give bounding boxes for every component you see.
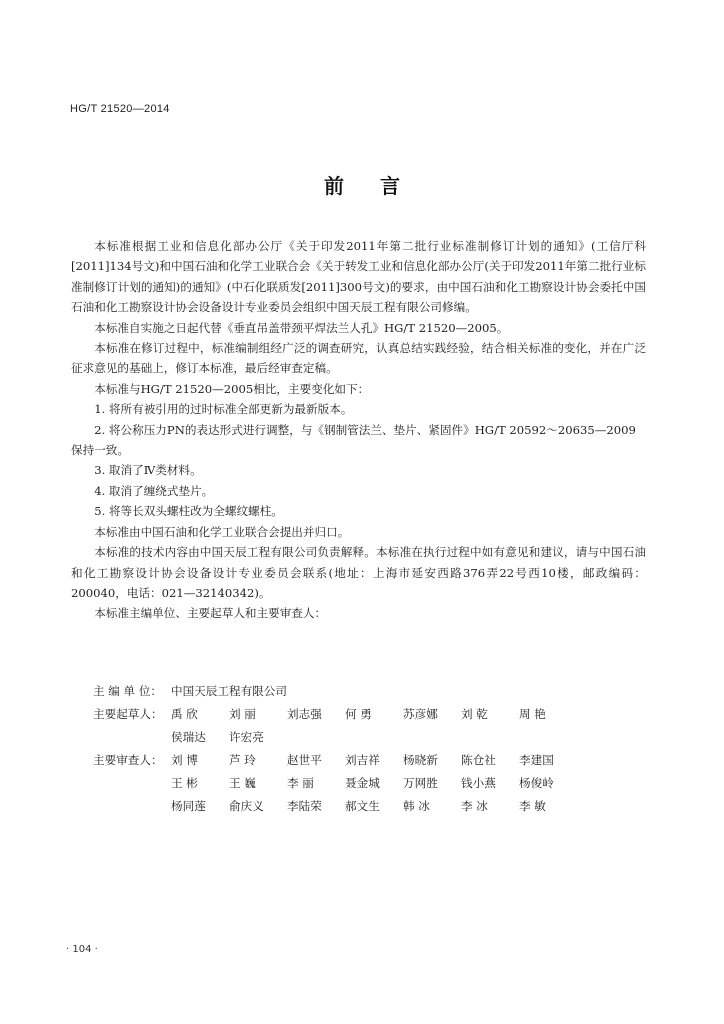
reviewer-name: 钱小燕 bbox=[461, 776, 496, 790]
paragraph-replaces: 本标准自实施之日起代替《垂直吊盖带颈平焊法兰人孔》HG/T 21520—2005。 bbox=[94, 320, 509, 335]
reviewer-name: 聂金城 bbox=[345, 776, 380, 790]
reviewer-name: 王 彬 bbox=[171, 776, 198, 790]
reviewer-name: 王 巍 bbox=[229, 776, 256, 790]
editor-unit: 中国天辰工程有限公司 bbox=[171, 684, 287, 698]
reviewer-name: 陈仓社 bbox=[461, 753, 496, 767]
reviewer-name: 刘 博 bbox=[171, 753, 198, 767]
paragraph-changes-intro: 本标准与HG/T 21520—2005相比，主要变化如下： bbox=[94, 381, 370, 396]
change-item-1: 1. 将所有被引用的过时标准全部更新为最新版本。 bbox=[94, 402, 353, 417]
drafters-label: 主要起草人： bbox=[93, 707, 163, 721]
paragraph-staff-intro: 本标准主编单位、主要起草人和主要审查人： bbox=[94, 606, 327, 621]
drafter-name: 侯瑞达 bbox=[171, 730, 206, 744]
change-item-5: 5. 将等长双头螺柱改为全螺纹螺柱。 bbox=[94, 504, 283, 519]
drafter-name: 许宏亮 bbox=[229, 730, 264, 744]
drafter-name: 禹 欣 bbox=[171, 707, 198, 721]
reviewer-name: 郝文生 bbox=[345, 799, 380, 813]
drafter-name: 刘 丽 bbox=[229, 707, 256, 721]
reviewer-name: 万网胜 bbox=[403, 776, 438, 790]
reviewer-name: 李陆荣 bbox=[287, 799, 322, 813]
reviewers-row-3 bbox=[93, 795, 653, 818]
reviewers-row bbox=[93, 749, 653, 772]
drafter-name: 刘志强 bbox=[287, 707, 322, 721]
paragraph-basis: 本标准根据工业和信息化部办公厅《关于印发2011年第二批行业标准制修订计划的通知》(工信厅科[2011]134号文)和中国石油和化学工业联合会《关于转发工业和信息化部办公厅(关于印发2011年第二批行业标准制修订计划的通知)的通知》(中石化联质发[2011]300号文)的要求，由中国石油和化工勘察设计协会委托中国石油和化工勘察设计协会设备设计专业委员会组织中国天辰工程有限公司修编。 bbox=[71, 239, 646, 315]
drafter-name: 苏彦娜 bbox=[403, 707, 438, 721]
reviewer-name: 李 敏 bbox=[519, 799, 546, 813]
reviewer-name: 刘吉祥 bbox=[345, 753, 380, 767]
reviewer-name: 芦 玲 bbox=[229, 753, 256, 767]
drafter-name: 何 勇 bbox=[345, 707, 372, 721]
editor-unit-label: 主 编 单 位： bbox=[93, 684, 163, 698]
reviewer-name: 赵世平 bbox=[287, 753, 322, 767]
reviewers-row-2 bbox=[93, 772, 653, 795]
page-number: · 104 · bbox=[66, 944, 98, 955]
staff-list bbox=[93, 680, 653, 818]
drafters-row bbox=[93, 703, 653, 726]
reviewer-name: 杨俊岭 bbox=[519, 776, 554, 790]
paragraph-proposer: 本标准由中国石油和化学工业联合会提出并归口。 bbox=[94, 524, 350, 539]
drafters-row-2 bbox=[93, 726, 653, 749]
change-item-2: 2. 将公称压力PN的表达形式进行调整，与《钢制管法兰、垫片、紧固件》HG/T 20592～20635—2009保持一致。 bbox=[71, 422, 636, 458]
reviewers-label: 主要审查人： bbox=[93, 753, 163, 767]
paragraph-revision-process: 本标准在修订过程中，标准编制组经广泛的调查研究，认真总结实践经验，结合相关标准的变化，并在广泛征求意见的基础上，修订本标准，最后经审查定稿。 bbox=[71, 341, 646, 376]
drafter-name: 周 艳 bbox=[519, 707, 546, 721]
change-item-3: 3. 取消了Ⅳ类材料。 bbox=[94, 463, 202, 478]
change-item-4: 4. 取消了缠绕式垫片。 bbox=[94, 483, 214, 498]
reviewer-name: 李 丽 bbox=[287, 776, 314, 790]
reviewer-name: 李 冰 bbox=[461, 799, 488, 813]
editor-unit-row bbox=[93, 680, 653, 703]
paragraph-contact: 本标准的技术内容由中国天辰工程有限公司负责解释。本标准在执行过程中如有意见和建议，请与中国石油和化工勘察设计协会设备设计专业委员会联系(地址：上海市延安西路376弄22号西10楼，邮政编码：200040，电话：021—32140342)。 bbox=[71, 545, 646, 600]
standard-code: HG/T 21520—2014 bbox=[70, 103, 170, 115]
document-body bbox=[71, 236, 646, 624]
page-title: 前言 bbox=[324, 174, 436, 198]
reviewer-name: 李建国 bbox=[519, 753, 554, 767]
drafter-name: 刘 乾 bbox=[461, 707, 488, 721]
reviewer-name: 杨晓新 bbox=[403, 753, 438, 767]
reviewer-name: 韩 冰 bbox=[403, 799, 430, 813]
reviewer-name: 杨同莲 bbox=[171, 799, 206, 813]
reviewer-name: 俞庆义 bbox=[229, 799, 264, 813]
